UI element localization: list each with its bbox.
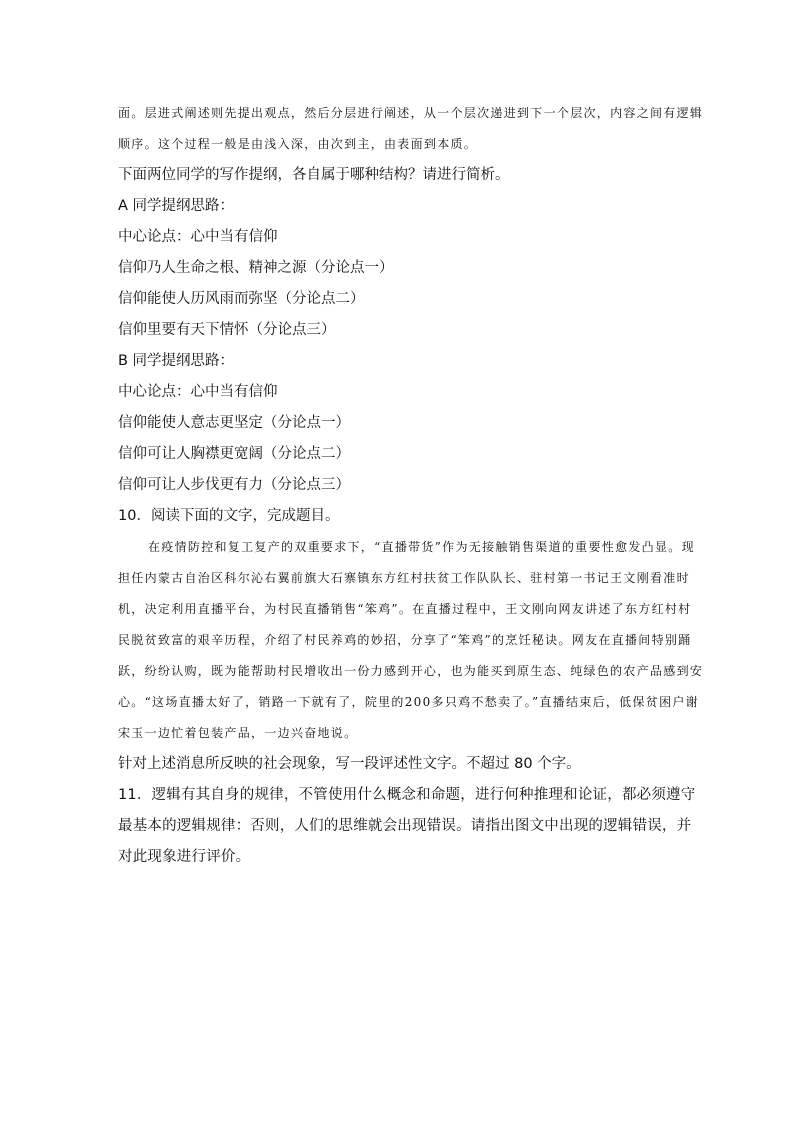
question-10-title: 10．阅读下面的文字，完成题目。 <box>118 508 340 524</box>
question-10-passage: 在疫情防控和复工复产的双重要求下，“直播带货”作为无接触销售渠道的重要性愈发凸显。现担任内蒙古自治区科尔沁右翼前旗大石寨镇东方红村扶贫工作队队长、驻村第一书记王文刚看准时机，决定利用直播平台，为村民直播销售“笨鸡”。在直播过程中，王文刚向网友讲述了东方红村村民脱贫致富的艰辛历程，介绍了村民养鸡的妙招，分享了“笨鸡”的烹饪秘诀。网友在直播间特别踊跃，纷纷认购，既为能帮助村民增收出一份力感到开心，也为能买到原生态、纯绿色的农产品感到安心。“这场直播太好了，销路一下就有了，院里的200多只鸡不愁卖了。”直播结束后，低保贫困户谢宋玉一边忙着包装产品，一边兴奋地说。 <box>118 540 704 740</box>
outline-b-header: B 同学提纲思路： <box>118 353 235 369</box>
outline-b-line: 信仰可让人胸襟更宽阔（分论点二） <box>118 446 350 462</box>
question-11-text: 11．逻辑有其自身的规律，不管使用什么概念和命题，进行何种推理和论证，都必须遵守最基本的逻辑规律：否则，人们的思维就会出现错误。请指出图文中出现的逻辑错误，并对此现象进行评价。 <box>118 787 696 865</box>
intro-paragraph: 面。层进式阐述则先提出观点，然后分层进行阐述，从一个层次递进到下一个层次，内容之间有逻辑顺序。这个过程一般是由浅入深，由次到主，由表面到本质。 <box>118 106 704 151</box>
outline-a-header: A 同学提纲思路： <box>118 198 235 214</box>
outline-b <box>118 346 704 501</box>
outline-a-line: 信仰乃人生命之根、精神之源（分论点一） <box>118 260 394 276</box>
outline-a-line: 信仰能使人历风雨而弥坚（分论点二） <box>118 291 365 307</box>
outline-a-line: 信仰里要有天下情怀（分论点三） <box>118 322 336 338</box>
outline-b-line: 信仰可让人步伐更有力（分论点三） <box>118 477 350 493</box>
outline-b-line: 中心论点：心中当有信仰 <box>118 384 278 400</box>
outline-b-line: 信仰能使人意志更坚定（分论点一） <box>118 415 350 431</box>
question-prompt: 下面两位同学的写作提纲，各自属于哪种结构？请进行简析。 <box>118 167 510 183</box>
outline-a-line: 中心论点：心中当有信仰 <box>118 229 278 245</box>
question-10-instruction: 针对上述消息所反映的社会现象，写一段评述性文字。不超过 80 个字。 <box>118 756 581 772</box>
outline-a <box>118 191 704 346</box>
